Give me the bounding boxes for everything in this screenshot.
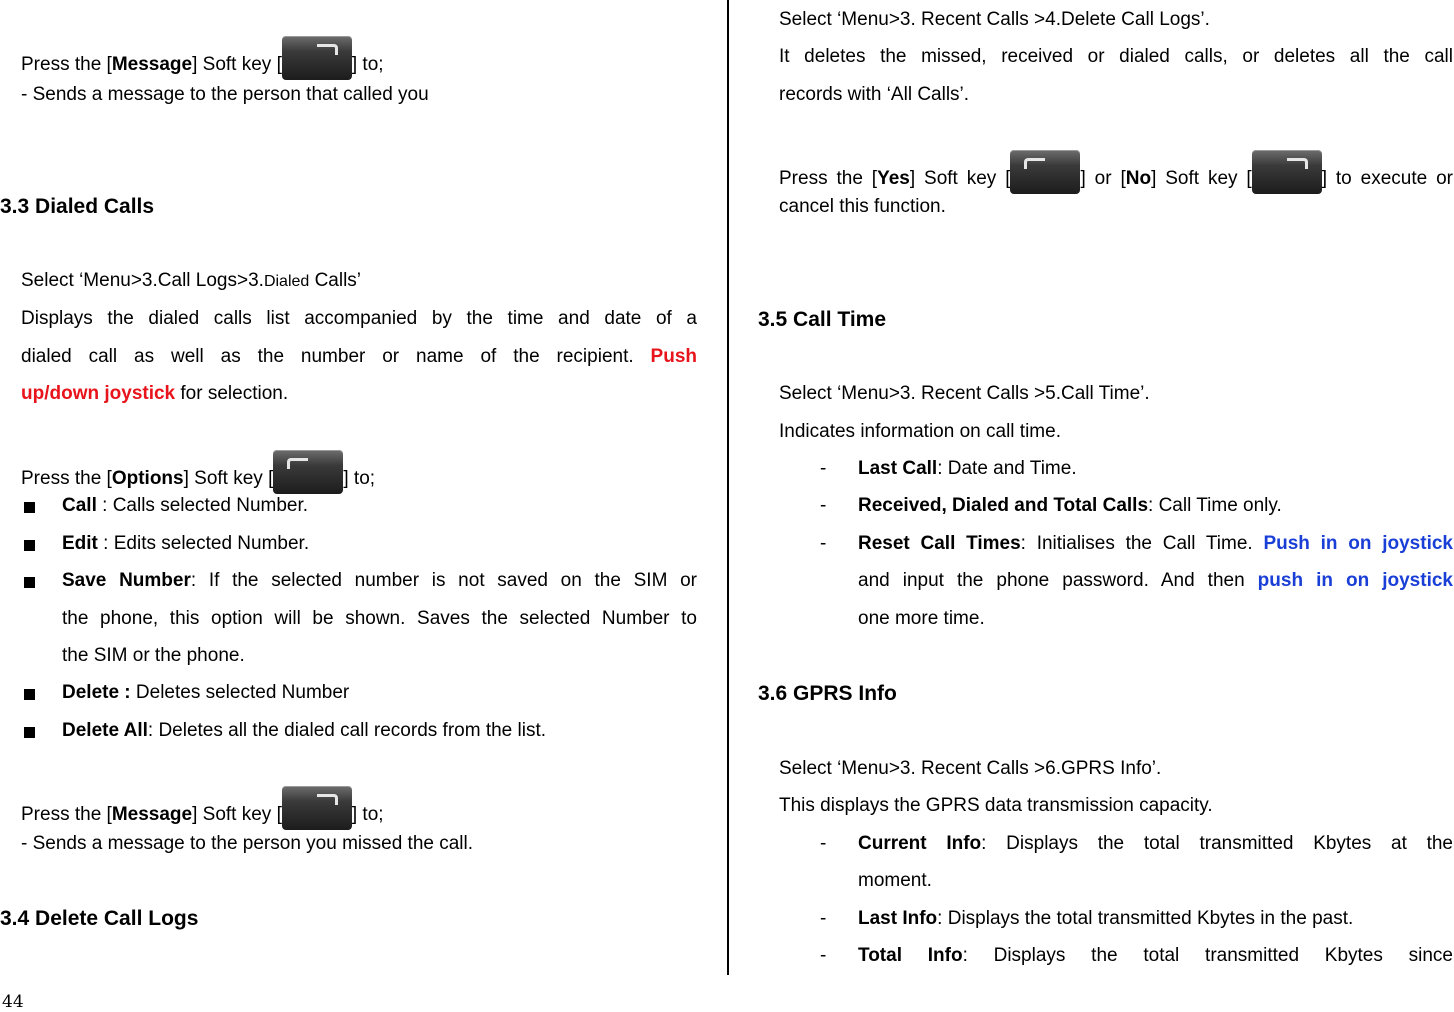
reset-call-times-cont: and input the phone password. And then push in on joystick <box>858 570 1453 591</box>
softkey-right-icon <box>282 36 352 80</box>
option-delete-all: Delete All: Deletes all the dialed call records from the list. <box>62 720 547 741</box>
option-save-number-cont1: the phone, this option will be shown. Saves the selected Number to <box>62 608 697 629</box>
option-save-number: Save Number: If the selected number is not saved on the SIM or <box>62 570 697 591</box>
bullet-icon <box>24 577 35 588</box>
message-instruction-2: Press the [Message] Soft key [ ] to; <box>21 786 697 830</box>
option-edit: Edit : Edits selected Number. <box>62 533 310 554</box>
yes-no-instruction: Press the [Yes] Soft key [ ] or [No] Soft key [ ] to execute or <box>779 150 1453 194</box>
call-time-desc: Indicates information on call time. <box>779 421 1061 442</box>
heading-delete-call-logs: 3.4 Delete Call Logs <box>0 907 199 930</box>
bullet-icon <box>24 727 35 738</box>
gprs-desc: This displays the GPRS data transmission capacity. <box>779 795 1213 816</box>
select-dialed-calls: Select ‘Menu>3.Call Logs>3.Dialed Calls’ <box>21 270 362 291</box>
softkey-left-icon <box>1010 150 1080 194</box>
option-save-number-cont2: the SIM or the phone. <box>62 645 245 666</box>
option-delete: Delete : Deletes selected Number <box>62 682 350 703</box>
dialed-desc-line2: dialed call as well as the number or name of the recipient. Push <box>21 346 697 367</box>
reset-call-times: Reset Call Times: Initialises the Call Time. Push in on joystick <box>858 533 1453 554</box>
bullet-icon <box>24 540 35 551</box>
option-call: Call : Calls selected Number. <box>62 495 309 516</box>
column-divider <box>727 0 729 975</box>
heading-gprs-info: 3.6 GPRS Info <box>758 682 897 705</box>
softkey-left-icon <box>273 450 343 494</box>
bullet-icon <box>24 502 35 513</box>
dialed-desc-line1: Displays the dialed calls list accompanied by the time and date of a <box>21 308 697 329</box>
delete-desc-line1: It deletes the missed, received or dialed calls, or deletes all the call <box>779 46 1453 67</box>
select-call-time: Select ‘Menu>3. Recent Calls >5.Call Time’. <box>779 383 1150 404</box>
softkey-right-icon <box>282 786 352 830</box>
reset-call-times-cont2: one more time. <box>858 608 985 629</box>
message-description: - Sends a message to the person that called you <box>21 84 429 105</box>
message-description-2: - Sends a message to the person you missed the call. <box>21 833 474 854</box>
heading-call-time: 3.5 Call Time <box>758 308 887 331</box>
cancel-function: cancel this function. <box>779 196 946 217</box>
softkey-right-icon <box>1252 150 1322 194</box>
current-info: Current Info: Displays the total transmitted Kbytes at the <box>858 833 1453 854</box>
heading-dialed-calls: 3.3 Dialed Calls <box>0 195 155 218</box>
dialed-desc-line3: up/down joystick for selection. <box>21 383 289 404</box>
current-info-cont: moment. <box>858 870 932 891</box>
options-instruction: Press the [Options] Soft key [ ] to; <box>21 450 697 494</box>
delete-desc-line2: records with ‘All Calls’. <box>779 84 970 105</box>
page-number: 44 <box>2 992 24 1012</box>
total-info: Total Info: Displays the total transmitted Kbytes since <box>858 945 1453 966</box>
message-instruction: Press the [Message] Soft key [ ] to; <box>21 36 697 80</box>
select-gprs-info: Select ‘Menu>3. Recent Calls >6.GPRS Info’. <box>779 758 1162 779</box>
bullet-icon <box>24 689 35 700</box>
select-delete-logs: Select ‘Menu>3. Recent Calls >4.Delete Call Logs’. <box>779 9 1210 30</box>
